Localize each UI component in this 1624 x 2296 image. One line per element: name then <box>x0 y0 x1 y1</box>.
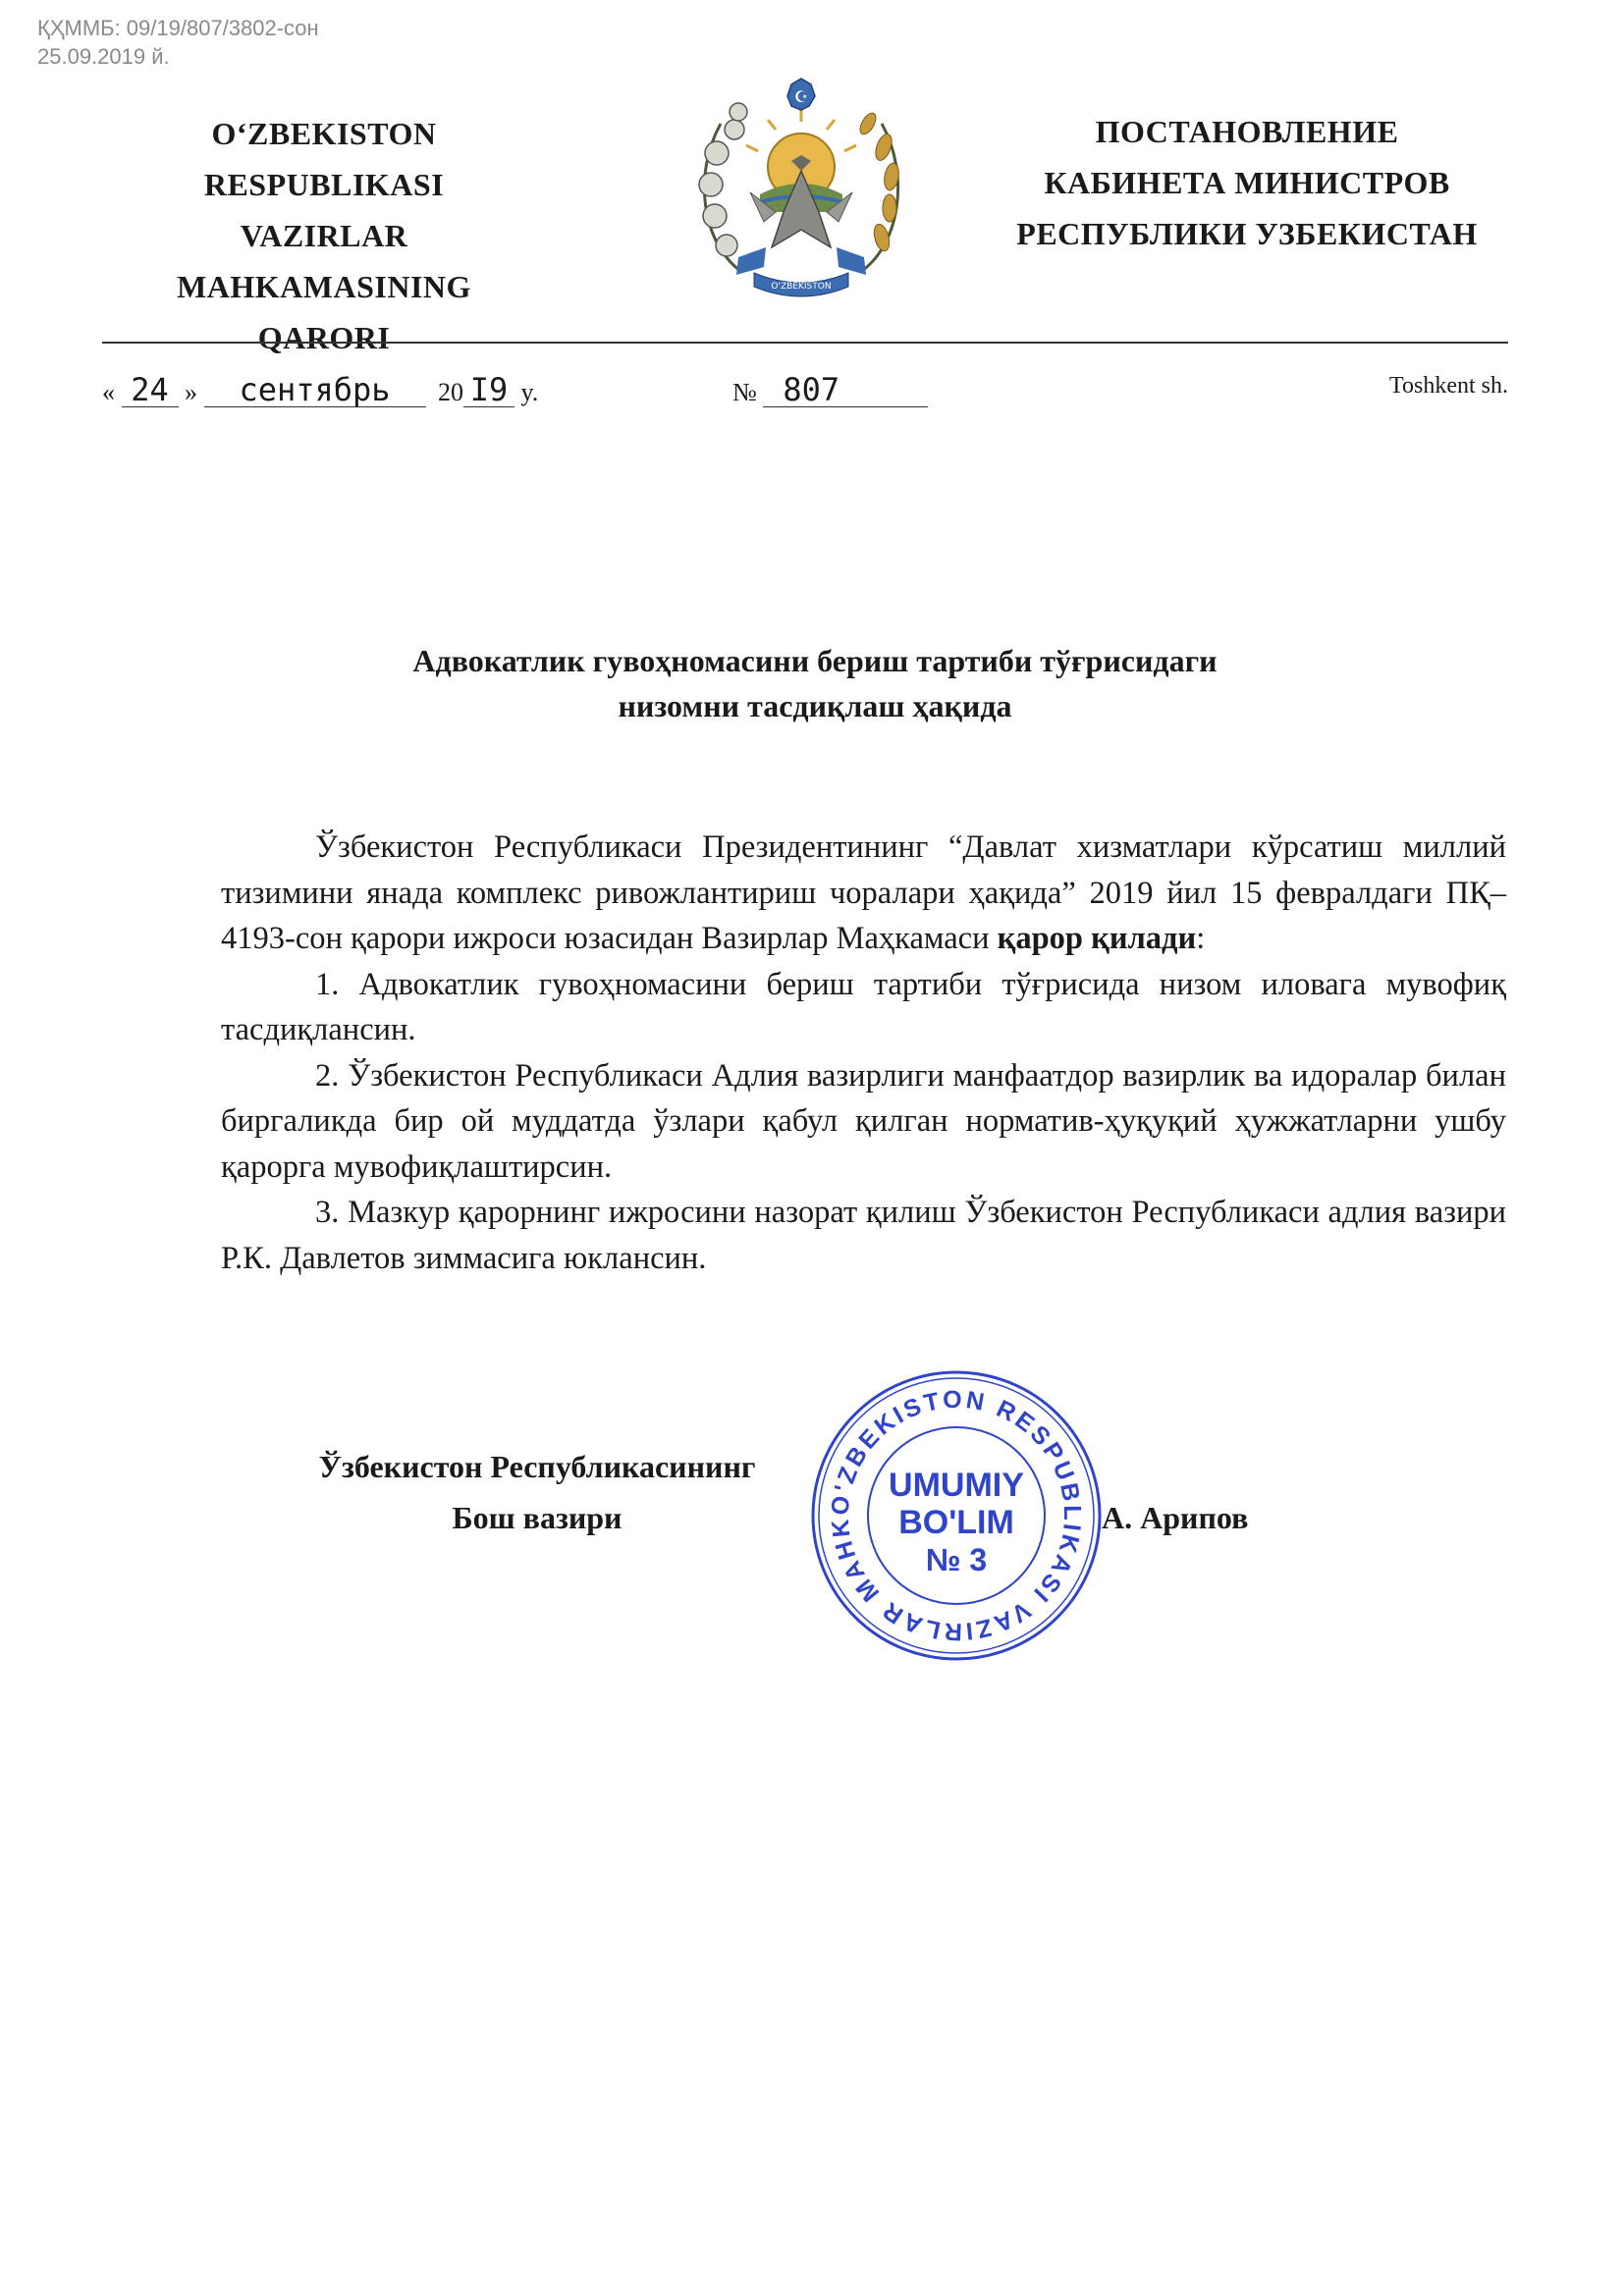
signatory-name: А. Арипов <box>1102 1500 1249 1535</box>
svg-text:O'ZBEKISTON RESPUBLIKASI VAZIR: O'ZBEKISTON RESPUBLIKASI VAZIRLAR MAHK <box>826 1385 1087 1646</box>
date-quote-close: » <box>185 378 197 406</box>
decree-date <box>102 373 538 412</box>
stamp-line1: UMUMIY <box>889 1467 1024 1504</box>
registry-date: 25.09.2019 й. <box>37 44 170 69</box>
number-value: 807 <box>763 373 928 407</box>
official-stamp <box>807 1366 1106 1665</box>
preamble-paragraph <box>221 825 1506 962</box>
decree-number <box>732 373 928 412</box>
decree-item-2: 2. Ўзбекистон Республикаси Адлия вазирлиги манфаатдор вазирлик ва идоралар билан биргаликда бир ой муддатда ўзлари қабул қилган норматив-ҳуқуқий ҳужжатларни ушбу қарорга мувофиқлаштирсин. <box>221 1057 1506 1185</box>
decree-place: Toshkent sh. <box>1389 373 1508 399</box>
header-uzbek-line3: QARORI <box>257 320 391 355</box>
emblem-icon <box>681 65 921 310</box>
header-uzbek-line2: VAZIRLAR MAHKAMASINING <box>177 218 471 304</box>
decree-item-3: 3. Мазкур қарорнинг ижросини назорат қилиш Ўзбекистон Республикаси адлия вазири Р.К. Давлетов зиммасига юклансин. <box>221 1195 1506 1276</box>
signatory-position-line1: Ўзбекистон Республикасининг <box>318 1449 756 1484</box>
decree-title-line1: Адвокатлик гувоҳномасини бериш тартиби тўғрисидаги <box>412 643 1218 678</box>
preamble-text: Ўзбекистон Республикаси Президентининг “Давлат хизматлари кўрсатиш миллий тизимини янада комплекс ривожлантириш чоралари ҳақида” 2019 йил 15 февралдаги ПҚ–4193-сон қарори ижроси юзасидан Вазирлар Маҳкамаси <box>221 829 1506 956</box>
date-day: 24 <box>122 373 179 407</box>
header-russian-line3: РЕСПУБЛИКИ УЗБЕКИСТАН <box>1016 216 1478 251</box>
registry-number: ҚҲММБ: 09/19/807/3802-сон <box>37 16 319 40</box>
stamp-seal-icon <box>807 1366 1106 1665</box>
stamp-line3: № 3 <box>925 1542 988 1577</box>
header-russian-line2: КАБИНЕТА МИНИСТРОВ <box>1044 165 1450 200</box>
decision-phrase: қарор қилади <box>997 921 1197 956</box>
signatory-position <box>265 1441 809 1543</box>
date-month: сентябрь <box>204 373 426 407</box>
header-uzbek <box>98 108 550 363</box>
date-year-prefix: 20 <box>438 378 463 406</box>
decree-title <box>236 638 1394 728</box>
header-uzbek-line1: O‘ZBEKISTON RESPUBLIKASI <box>203 116 445 202</box>
decree-body <box>221 825 1506 1281</box>
number-label: № <box>732 378 757 406</box>
svg-text:O'ZBEKISTON: O'ZBEKISTON <box>771 282 832 292</box>
state-emblem <box>681 65 921 310</box>
header-divider <box>102 342 1508 344</box>
date-quote-open: « <box>102 378 115 406</box>
date-year-suffix: I9 <box>463 373 514 407</box>
registry-stamp <box>37 14 319 71</box>
signatory-position-line2: Бош вазири <box>452 1500 623 1535</box>
header-russian <box>982 106 1512 259</box>
decision-colon: : <box>1196 921 1206 956</box>
decree-item-1: 1. Адвокатлик гувоҳномасини бериш тартиби тўғрисида низом иловага мувофиқ тасдиқлансин. <box>221 966 1506 1047</box>
header-russian-line1: ПОСТАНОВЛЕНИЕ <box>1095 114 1399 149</box>
stamp-line2: BO'LIM <box>898 1504 1014 1541</box>
svg-text:☪: ☪ <box>793 87 809 106</box>
decree-title-line2: низомни тасдиқлаш ҳақида <box>618 688 1012 723</box>
date-year-unit: y. <box>520 378 539 406</box>
